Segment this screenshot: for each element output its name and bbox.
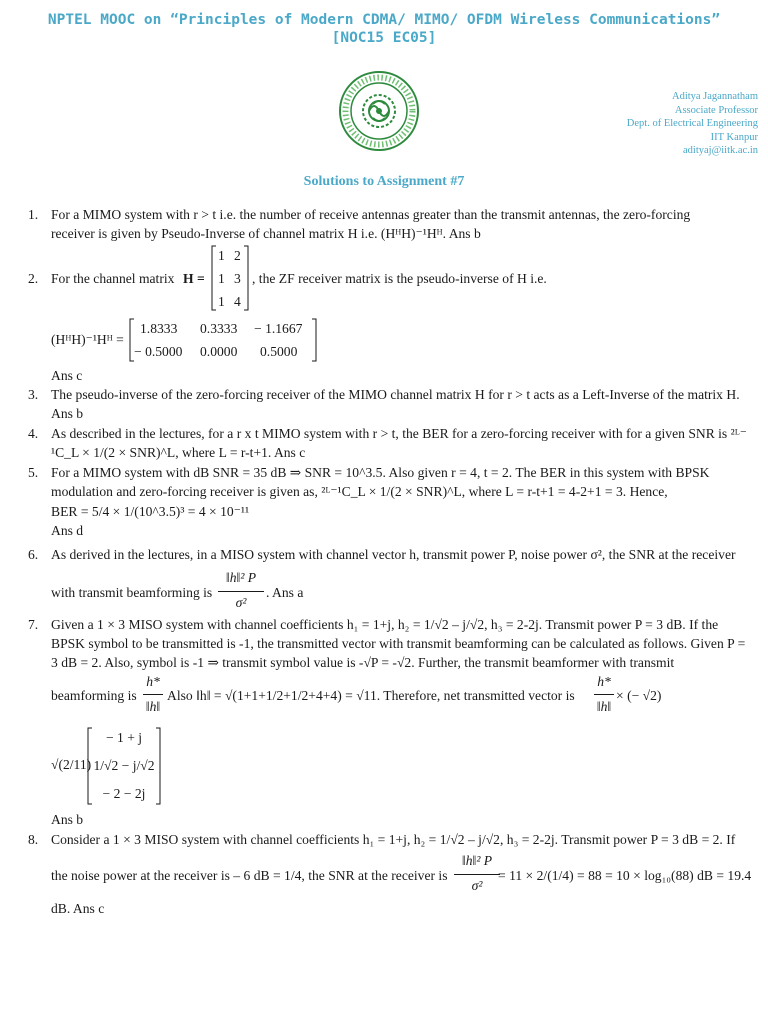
q6-line2-lead: with transmit beamforming is [51, 585, 213, 600]
q7-line2: BPSK symbol to be transmitted is -1, the transmitted vector with transmit beamforming can be calculated as follows. Given P = [51, 636, 746, 651]
fraction-bar [594, 694, 614, 695]
author-block [627, 90, 758, 158]
matrix-cell: 1.8333 [140, 321, 178, 336]
q2-tail: , the ZF receiver matrix is the pseudo-inverse of H i.e. [252, 271, 547, 286]
q7-line1: Given a 1 × 3 MISO system with channel coefficients h₁ = 1+j, h₂ = 1/√2 – j/√2, h₃ = 2-2j. Transmit power P = 3 dB. If the [51, 617, 719, 632]
q5-line1: For a MIMO system with dB SNR = 35 dB ⇒ SNR = 10^3.5. Also given r = 4, t = 2. The BER in this system with BPSK [51, 465, 710, 480]
fraction-bar [218, 591, 264, 592]
q7-line3: 3 dB = 2. Also, symbol is -1 ⇒ transmit symbol value is -√P = -√2. Further, the transmit beamformer with transmit [51, 655, 675, 670]
q7-h-star-num-2: h* [597, 674, 611, 689]
q8-line2-lead: the noise power at the receiver is – 6 dB = 1/4, the SNR at the receiver is [51, 868, 448, 883]
q2-number: 2. [28, 271, 39, 286]
q7-answer: Ans b [51, 812, 84, 827]
matrix-cell: 4 [234, 294, 241, 309]
q6-number: 6. [28, 547, 39, 562]
q3-line2: Ans b [51, 406, 84, 421]
fraction-bar [454, 874, 500, 875]
author-name: Aditya Jagannatham [671, 91, 758, 102]
q8-frac-denominator: σ² [471, 878, 483, 893]
q7-line4-mid: Also ‖h‖ = √(1+1+1/2+1/2+4+4) = √11. Therefore, net transmitted vector is [167, 688, 575, 703]
q8-frac-numerator: ‖h‖² P [461, 853, 493, 868]
q4-line1: As described in the lectures, for a r x t MIMO system with r > t, the BER for a zero-forcing receiver with for a given SNR is ²ᴸ⁻ [51, 426, 747, 441]
q7-h-star-num: h* [146, 674, 160, 689]
q8-line2-tail: = 11 × 2/(1/4) = 88 = 10 × log₁₀(88) dB = 19.4 [498, 868, 752, 883]
page-title: Solutions to Assignment #7 [303, 174, 465, 189]
q2-h-label: H = [183, 271, 205, 286]
fraction-bar [143, 694, 163, 695]
q1-number: 1. [28, 207, 39, 222]
iit-kanpur-logo [338, 70, 420, 152]
q7-scale-factor: √(2/11) [51, 757, 92, 772]
course-title: NPTEL MOOC on “Principles of Modern CDMA/ MIMO/ OFDM Wireless Communications” [47, 12, 721, 28]
matrix-cell: 2 [234, 248, 241, 263]
q2-answer: Ans c [51, 368, 83, 383]
q2-lead: For the channel matrix [51, 271, 175, 286]
matrix-cell: − 0.5000 [134, 344, 183, 359]
q1-line2: receiver is given by Pseudo-Inverse of channel matrix H i.e. (HᴴH)⁻¹Hᴴ. Ans b [51, 226, 481, 241]
q2-zf-label: (HᴴH)⁻¹Hᴴ = [51, 332, 124, 347]
q4-line2: ¹C_L × 1/(2 × SNR)^L, where L = r-t+1. Ans c [51, 445, 306, 460]
q7-h-norm-den-2: ‖h‖ [596, 699, 612, 714]
matrix-cell: 1 [218, 248, 225, 263]
q1-line1: For a MIMO system with r > t i.e. the number of receive antennas greater than the transmit antennas, the zero-forcing [51, 207, 691, 222]
q7-line4-lead: beamforming is [51, 688, 137, 703]
vector-entry: − 2 − 2j [102, 786, 146, 801]
q5-answer: Ans d [51, 523, 84, 538]
author-dept: Dept. of Electrical Engineering [626, 118, 758, 129]
matrix-cell: − 1.1667 [254, 321, 303, 336]
matrix-cell: 0.3333 [200, 321, 238, 336]
q7-transmit-vector [86, 726, 162, 806]
q2-zf-matrix [128, 317, 318, 363]
q6-frac-numerator: ‖h‖² P [225, 570, 257, 585]
q7-number: 7. [28, 617, 39, 632]
q6-frac-denominator: σ² [235, 595, 247, 610]
q5-line3: BER = 5/4 × 1/(10^3.5)³ = 4 × 10⁻¹¹ [51, 504, 250, 519]
vector-entry: − 1 + j [105, 730, 143, 745]
q8-number: 8. [28, 832, 39, 847]
author-institute: IIT Kanpur [710, 131, 758, 143]
author-title: Associate Professor [674, 104, 758, 116]
matrix-cell: 1 [218, 294, 225, 309]
vector-entry: 1/√2 − j/√2 [93, 758, 155, 773]
matrix-cell: 0.5000 [260, 344, 298, 359]
q3-number: 3. [28, 387, 39, 402]
matrix-cell: 0.0000 [200, 344, 238, 359]
q7-h-norm-den: ‖h‖ [145, 699, 161, 714]
matrix-cell: 1 [218, 271, 225, 286]
author-email[interactable]: adityaj@iitk.ac.in [683, 145, 758, 156]
q6-line2-tail: . Ans a [266, 585, 304, 600]
q5-number: 5. [28, 465, 39, 480]
q4-number: 4. [28, 426, 39, 441]
q8-line1: Consider a 1 × 3 MISO system with channel coefficients h₁ = 1+j, h₂ = 1/√2 – j/√2, h₃ = 2-2j. Transmit power P = 3 dB = 2. If [51, 832, 736, 847]
q6-line1: As derived in the lectures, in a MISO system with channel vector h, transmit power P, noise power σ², the SNR at the receiver [51, 547, 736, 562]
q3-line1: The pseudo-inverse of the zero-forcing receiver of the MIMO channel matrix H for r > t acts as a Left-Inverse of the matrix H. [51, 387, 740, 402]
q5-line2: modulation and zero-forcing receiver is given as, ²ᴸ⁻¹C_L × 1/(2 × SNR)^L, where L = r-t+1 = 4-2+1 = 3. Hence, [51, 484, 668, 499]
matrix-cell: 3 [234, 271, 241, 286]
course-code: [NOC15 EC05] [331, 30, 437, 46]
q2-channel-matrix [210, 244, 250, 312]
q8-line3: dB. Ans c [51, 901, 105, 916]
q7-line4-tail: × (− √2) [616, 688, 662, 703]
